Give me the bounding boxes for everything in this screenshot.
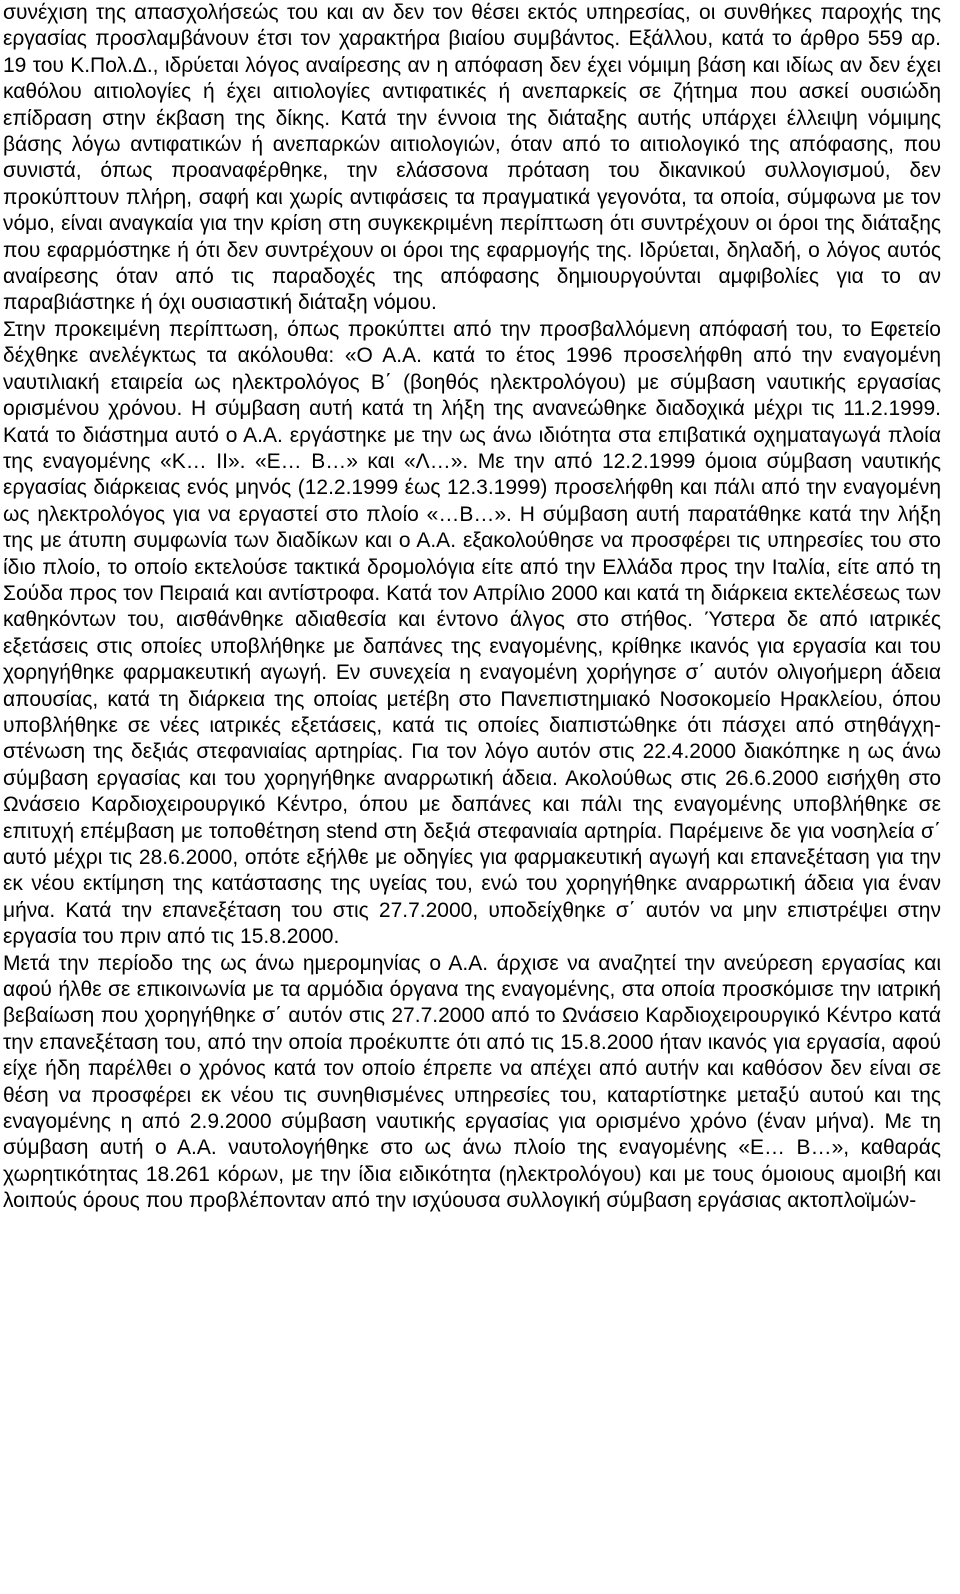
paragraph-3: Μετά την περίοδο της ως άνω ημερομηνίας ο Α.Α. άρχισε να αναζητεί την ανεύρεση εργασίας και αφού ήλθε σε επικοινωνία με τα αρμόδια όργανα της εναγομένης, στα οποία προσκόμισε την ιατρική βεβαίωση που χορηγήθηκε σ΄ αυτόν στις 27.7.2000 από το Ωνάσειο Καρδιοχειρουργικό Κέντρο κατά την επανεξέταση του, από την οποία προέκυπτε ότι από τις 15.8.2000 ήταν ικανός για εργασία, αφού είχε ήδη παρέλθει ο χρόνος κατά τον οποίο έπρεπε να απέχει από αυτήν και καθόσον δεν είναι σε θέση να προσφέρει εκ νέου τις συνηθισμένες υπηρεσίες του, καταρτίστηκε μεταξύ αυτού και της εναγομένης η από 2.9.2000 σύμβαση ναυτικής εργασίας για ορισμένο χρόνο (έναν μήνα). Με τη σύμβαση αυτή ο Α.Α. ναυτολογήθηκε στο ως άνω πλοίο της εναγομένης «Ε… Β…», καθαράς χωρητικότητας 18.261 κόρων, με την ίδια ειδικότητα (ηλεκτρολόγου) και με τους όμοιους αμοιβή και λοιπούς όρους που προβλέπονταν από την ισχύουσα συλλογική σύμβαση εργάσιας ακτοπλοϊμών-: [3, 951, 941, 1213]
paragraph-1: συνέχιση της απασχολήσεώς του και αν δεν τον θέσει εκτός υπηρεσίας, οι συνθήκες παροχής της εργασίας προσλαμβάνουν έτσι τον χαρακτήρα βιαίου συμβάντος. Εξάλλου, κατά το άρθρο 559 αρ. 19 του Κ.Πολ.Δ., ιδρύεται λόγος αναίρεσης αν η απόφαση δεν έχει νόμιμη βάση και ιδίως αν δεν έχει καθόλου αιτιολογίες ή έχει αιτιολογίες αντιφατικές ή ανεπαρκείς σε ζήτημα που ασκεί ουσιώδη επίδραση στην έκβαση της δίκης. Κατά την έννοια της διάταξης αυτής υπάρχει έλλειψη νόμιμης βάσης λόγω αντιφατικών ή ανεπαρκών αιτιολογιών, όταν από το αιτιολογικό της απόφασης, που συνιστά, όπως προαναφέρθηκε, την ελάσσονα πρόταση του δικανικού συλλογισμού, δεν προκύπτουν πλήρη, σαφή και χωρίς αντιφάσεις τα πραγματικά γεγονότα, τα οποία, σύμφωνα με τον νόμο, είναι αναγκαία για την κρίση στη συγκεκριμένη περίπτωση ότι συντρέχουν οι όροι της διάταξης που εφαρμόστηκε ή ότι δεν συντρέχουν οι όροι της εφαρμογής της. Ιδρύεται, δηλαδή, ο λόγος αυτός αναίρεσης όταν από τις παραδοχές της απόφασης δημιουργούνται αμφιβολίες για το αν παραβιάστηκε ή όχι ουσιαστική διάταξη νόμου.: [3, 1, 941, 315]
paragraph-2: Στην προκειμένη περίπτωση, όπως προκύπτει από την προσβαλλόμενη απόφασή του, το Εφετείο δέχθηκε ανελέγκτως τα ακόλουθα: «Ο Α.Α. κατά το έτος 1996 προσελήφθη από την εναγομένη ναυτιλιακή εταιρεία ως ηλεκτρολόγος Β΄ (βοηθός ηλεκτρολόγου) με σύμβαση ναυτικής εργασίας ορισμένου χρόνου. Η σύμβαση αυτή κατά τη λήξη της ανανεώθηκε διαδοχικά μέχρι τις 11.2.1999. Κατά το διάστημα αυτό ο Α.Α. εργάστηκε με την ως άνω ιδιότητα στα επιβατικά οχηματαγωγά πλοία της εναγομένης «Κ… ΙΙ». «Ε… Β…» και «Λ…». Με την από 12.2.1999 όμοια σύμβαση ναυτικής εργασίας διάρκειας ενός μηνός (12.2.1999 έως 12.3.1999) προσελήφθη και πάλι από την εναγομένη ως ηλεκτρολόγος για να εργαστεί στο πλοίο «…Β…». Η σύμβαση αυτή παρατάθηκε κατά την λήξη της με άτυπη συμφωνία των διαδίκων και ο Α.Α. εξακολούθησε να προσφέρει τις υπηρεσίες του στο ίδιο πλοίο, το οποίο εκτελούσε τακτικά δρομολόγια είτε από την Ελλάδα προς την Ιταλία, είτε από τη Σούδα προς τον Πειραιά και αντίστροφα. Κατά τον Απρίλιο 2000 και κατά τη διάρκεια εκτελέσεως των καθηκόντων του, αισθάνθηκε αδιαθεσία και έντονο άλγος στο στήθος. Ύστερα δε από ιατρικές εξετάσεις στις οποίες υποβλήθηκε με δαπάνες της εναγομένης, κρίθηκε ικανός για εργασία και του χορηγήθηκε φαρμακευτική αγωγή. Εν συνεχεία η εναγομένη χορήγησε σ΄ αυτόν ολιγοήμερη άδεια απουσίας, κατά τη διάρκεια της οποίας μετέβη στο Πανεπιστημιακό Νοσοκομείο Ηρακλείου, όπου υποβλήθηκε σε νέες ιατρικές εξετάσεις, κατά τις οποίες διαπιστώθηκε ότι πάσχει από στηθάγχη-στένωση της δεξιάς στεφανιαίας αρτηρίας. Για τον λόγο αυτόν στις 22.4.2000 διακόπηκε η ως άνω σύμβαση εργασίας και του χορηγήθηκε αναρρωτική άδεια. Ακολούθως στις 26.6.2000 εισήχθη στο Ωνάσειο Καρδιοχειρουργικό Κέντρο, όπου με δαπάνες και πάλι της εναγομένης υποβλήθηκε σε επιτυχή επέμβαση με τοποθέτηση stend στη δεξιά στεφανιαία αρτηρία. Παρέμεινε δε για νοσηλεία σ΄ αυτό μέχρι τις 28.6.2000, οπότε εξήλθε με οδηγίες για φαρμακευτική αγωγή και επανεξέταση για την εκ νέου εκτίμηση της κατάστασης της υγείας του, ενώ του χορηγήθηκε αναρρωτική άδεια για έναν μήνα. Κατά την επανεξέταση του στις 27.7.2000, υποδείχθηκε σ΄ αυτόν να μην επιστρέψει στην εργασία του πριν από τις 15.8.2000.: [3, 317, 941, 949]
document-page: [3, 0, 941, 1215]
